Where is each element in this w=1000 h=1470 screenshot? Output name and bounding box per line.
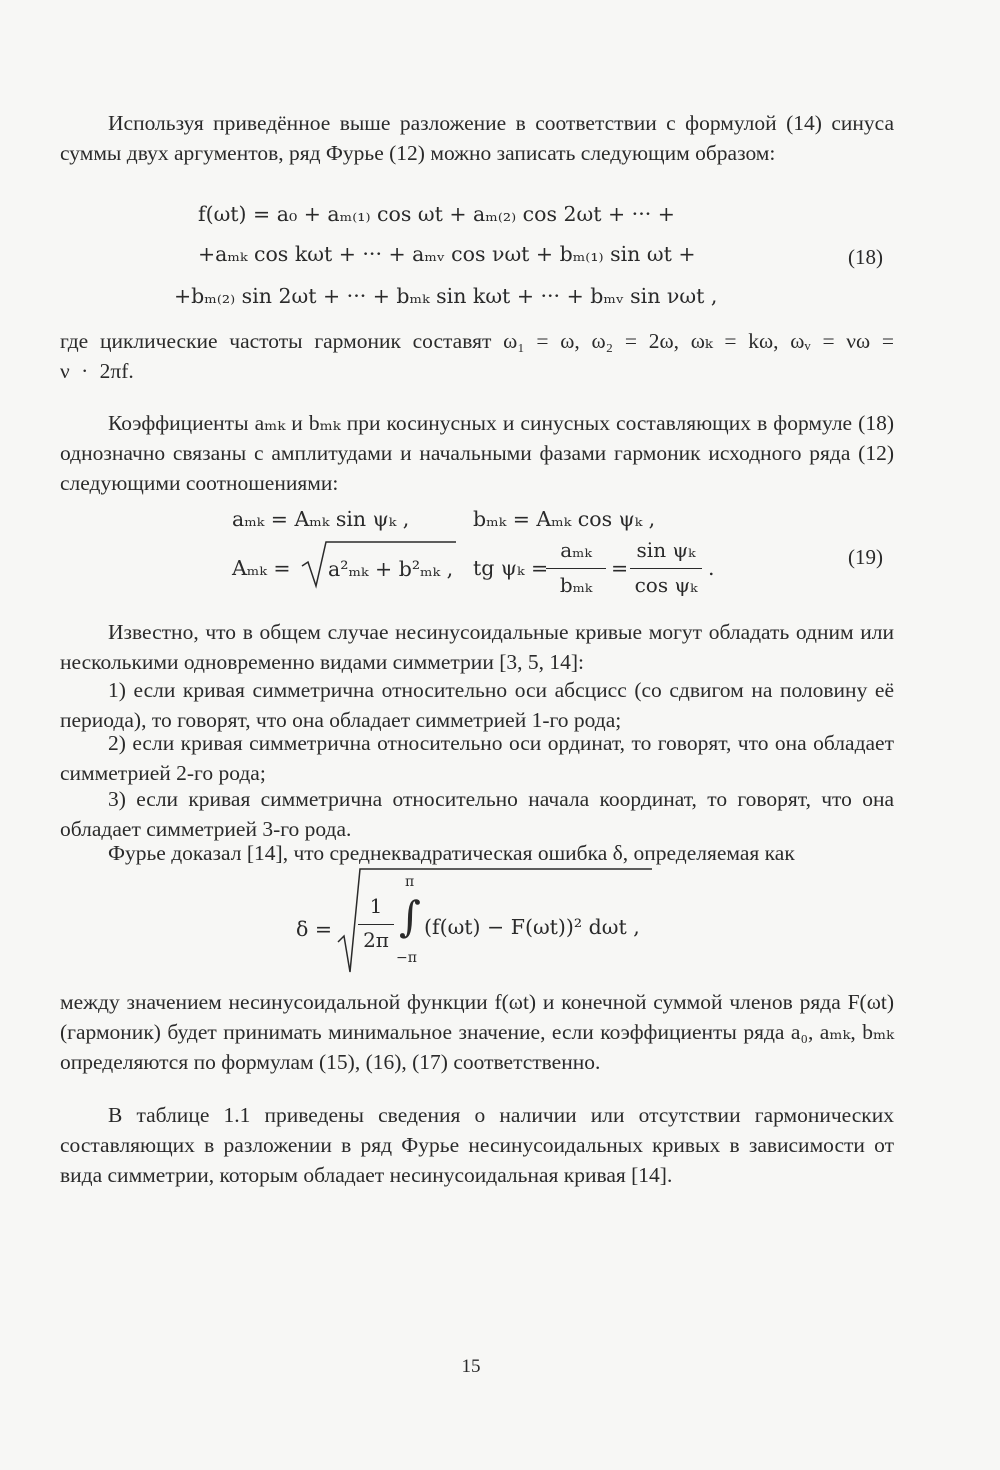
page-number: 15 <box>461 1356 481 1377</box>
eq-delta-frac-denominator: 2π <box>363 928 389 952</box>
eq19-a-def: aₘₖ = Aₘₖ sin ψₖ , <box>232 507 410 531</box>
eq18-line1: f(ωt) = a₀ + aₘ₍₁₎ cos ωt + aₘ₍₂₎ cos 2ωt + ··· + <box>198 202 675 226</box>
eq19-frac2-denominator: cos ψₖ <box>634 573 698 597</box>
eq19-frac1-denominator: bₘₖ <box>559 573 593 597</box>
integral-icon: ∫ <box>399 892 421 941</box>
eq19-tg-lhs: tg ψₖ = <box>473 556 549 580</box>
eq19-number: (19) <box>848 545 883 569</box>
paragraph-coefficients: Коэффициенты aₘₖ и bₘₖ при косинусных и синусных составляющих в формуле (18) однозначно связаны с амплитудами и начальными фазами гармоник исходного ряда (12) следующими соотношениями: <box>60 411 894 495</box>
eq19-frac1-bar <box>546 568 606 569</box>
eq-delta-integrand: (f(ωt) − F(ωt))² dωt , <box>424 915 640 939</box>
eq-delta-frac-numerator: 1 <box>369 894 383 918</box>
list-item-symmetry-1: 1) если кривая симметрична относительно оси абсцисс (со сдвигом на половину её периода), то говорят, что она обладает симметрией 1-го рода; <box>60 678 894 732</box>
list-item-symmetry-2: 2) если кривая симметрична относительно оси ординат, то говорят, что она обладает симметрией 2-го рода; <box>60 731 894 785</box>
eq18-number: (18) <box>848 245 883 269</box>
eq19-A-lhs: Aₘₖ = <box>232 556 291 580</box>
eq-delta-frac-bar <box>358 924 394 925</box>
eq-delta-lhs: δ = <box>296 917 333 941</box>
eq19-A-radicand: a²ₘₖ + b²ₘₖ , <box>328 557 454 581</box>
paragraph-frequencies: где циклические частоты гармоник составят ω₁ = ω, ω₂ = 2ω, ωₖ = kω, ωᵥ = νω = ν · 2πf. <box>60 329 894 383</box>
paragraph-intro: Используя приведённое выше разложение в соответствии с формулой (14) синуса суммы двух аргументов, ряд Фурье (12) можно записать следующим образом: <box>60 111 894 165</box>
list-item-symmetry-3: 3) если кривая симметрична относительно начала координат, то говорят, что она обладает симметрией 3-го рода. <box>60 787 894 841</box>
eq-delta-lower-limit: −π <box>396 950 417 966</box>
eq19-b-def: bₘₖ = Aₘₖ cos ψₖ , <box>473 507 656 531</box>
eq18-line2: +aₘₖ cos kωt + ··· + aₘᵥ cos νωt + bₘ₍₁₎ sin ωt + <box>198 242 696 266</box>
eq19-frac1-numerator: aₘₖ <box>560 538 592 562</box>
eq19-frac2-bar <box>630 568 702 569</box>
eq19-frac2-numerator: sin ψₖ <box>636 538 696 562</box>
paragraph-minimum: между значением несинусоидальной функции f(ωt) и конечной суммой членов ряда F(ωt) (гармоник) будет принимать минимальное значение, если коэффициенты ряда a₀, aₘₖ, bₘₖ определяются по формулам (15), (16), (17) соответственно. <box>60 990 894 1074</box>
paragraph-symmetry: Известно, что в общем случае несинусоидальные кривые могут обладать одним или несколькими одновременно видами симметрии [3, 5, 14]: <box>60 620 894 674</box>
paragraph-table-ref: В таблице 1.1 приведены сведения о наличии или отсутствии гармонических составляющих в разложении в ряд Фурье несинусоидальных кривых в зависимости от вида симметрии, которым обладает несинусоидальная кривая [14]. <box>60 1103 894 1187</box>
eq19-equals: = <box>611 556 629 580</box>
eq-delta-upper-limit: π <box>405 874 415 890</box>
eq18-line3: +bₘ₍₂₎ sin 2ωt + ··· + bₘₖ sin kωt + ··· + bₘᵥ sin νωt , <box>174 284 718 308</box>
paragraph-fourier-error: Фурье доказал [14], что среднеквадратическая ошибка δ, определяемая как <box>108 841 795 865</box>
eq19-period: . <box>708 556 715 580</box>
